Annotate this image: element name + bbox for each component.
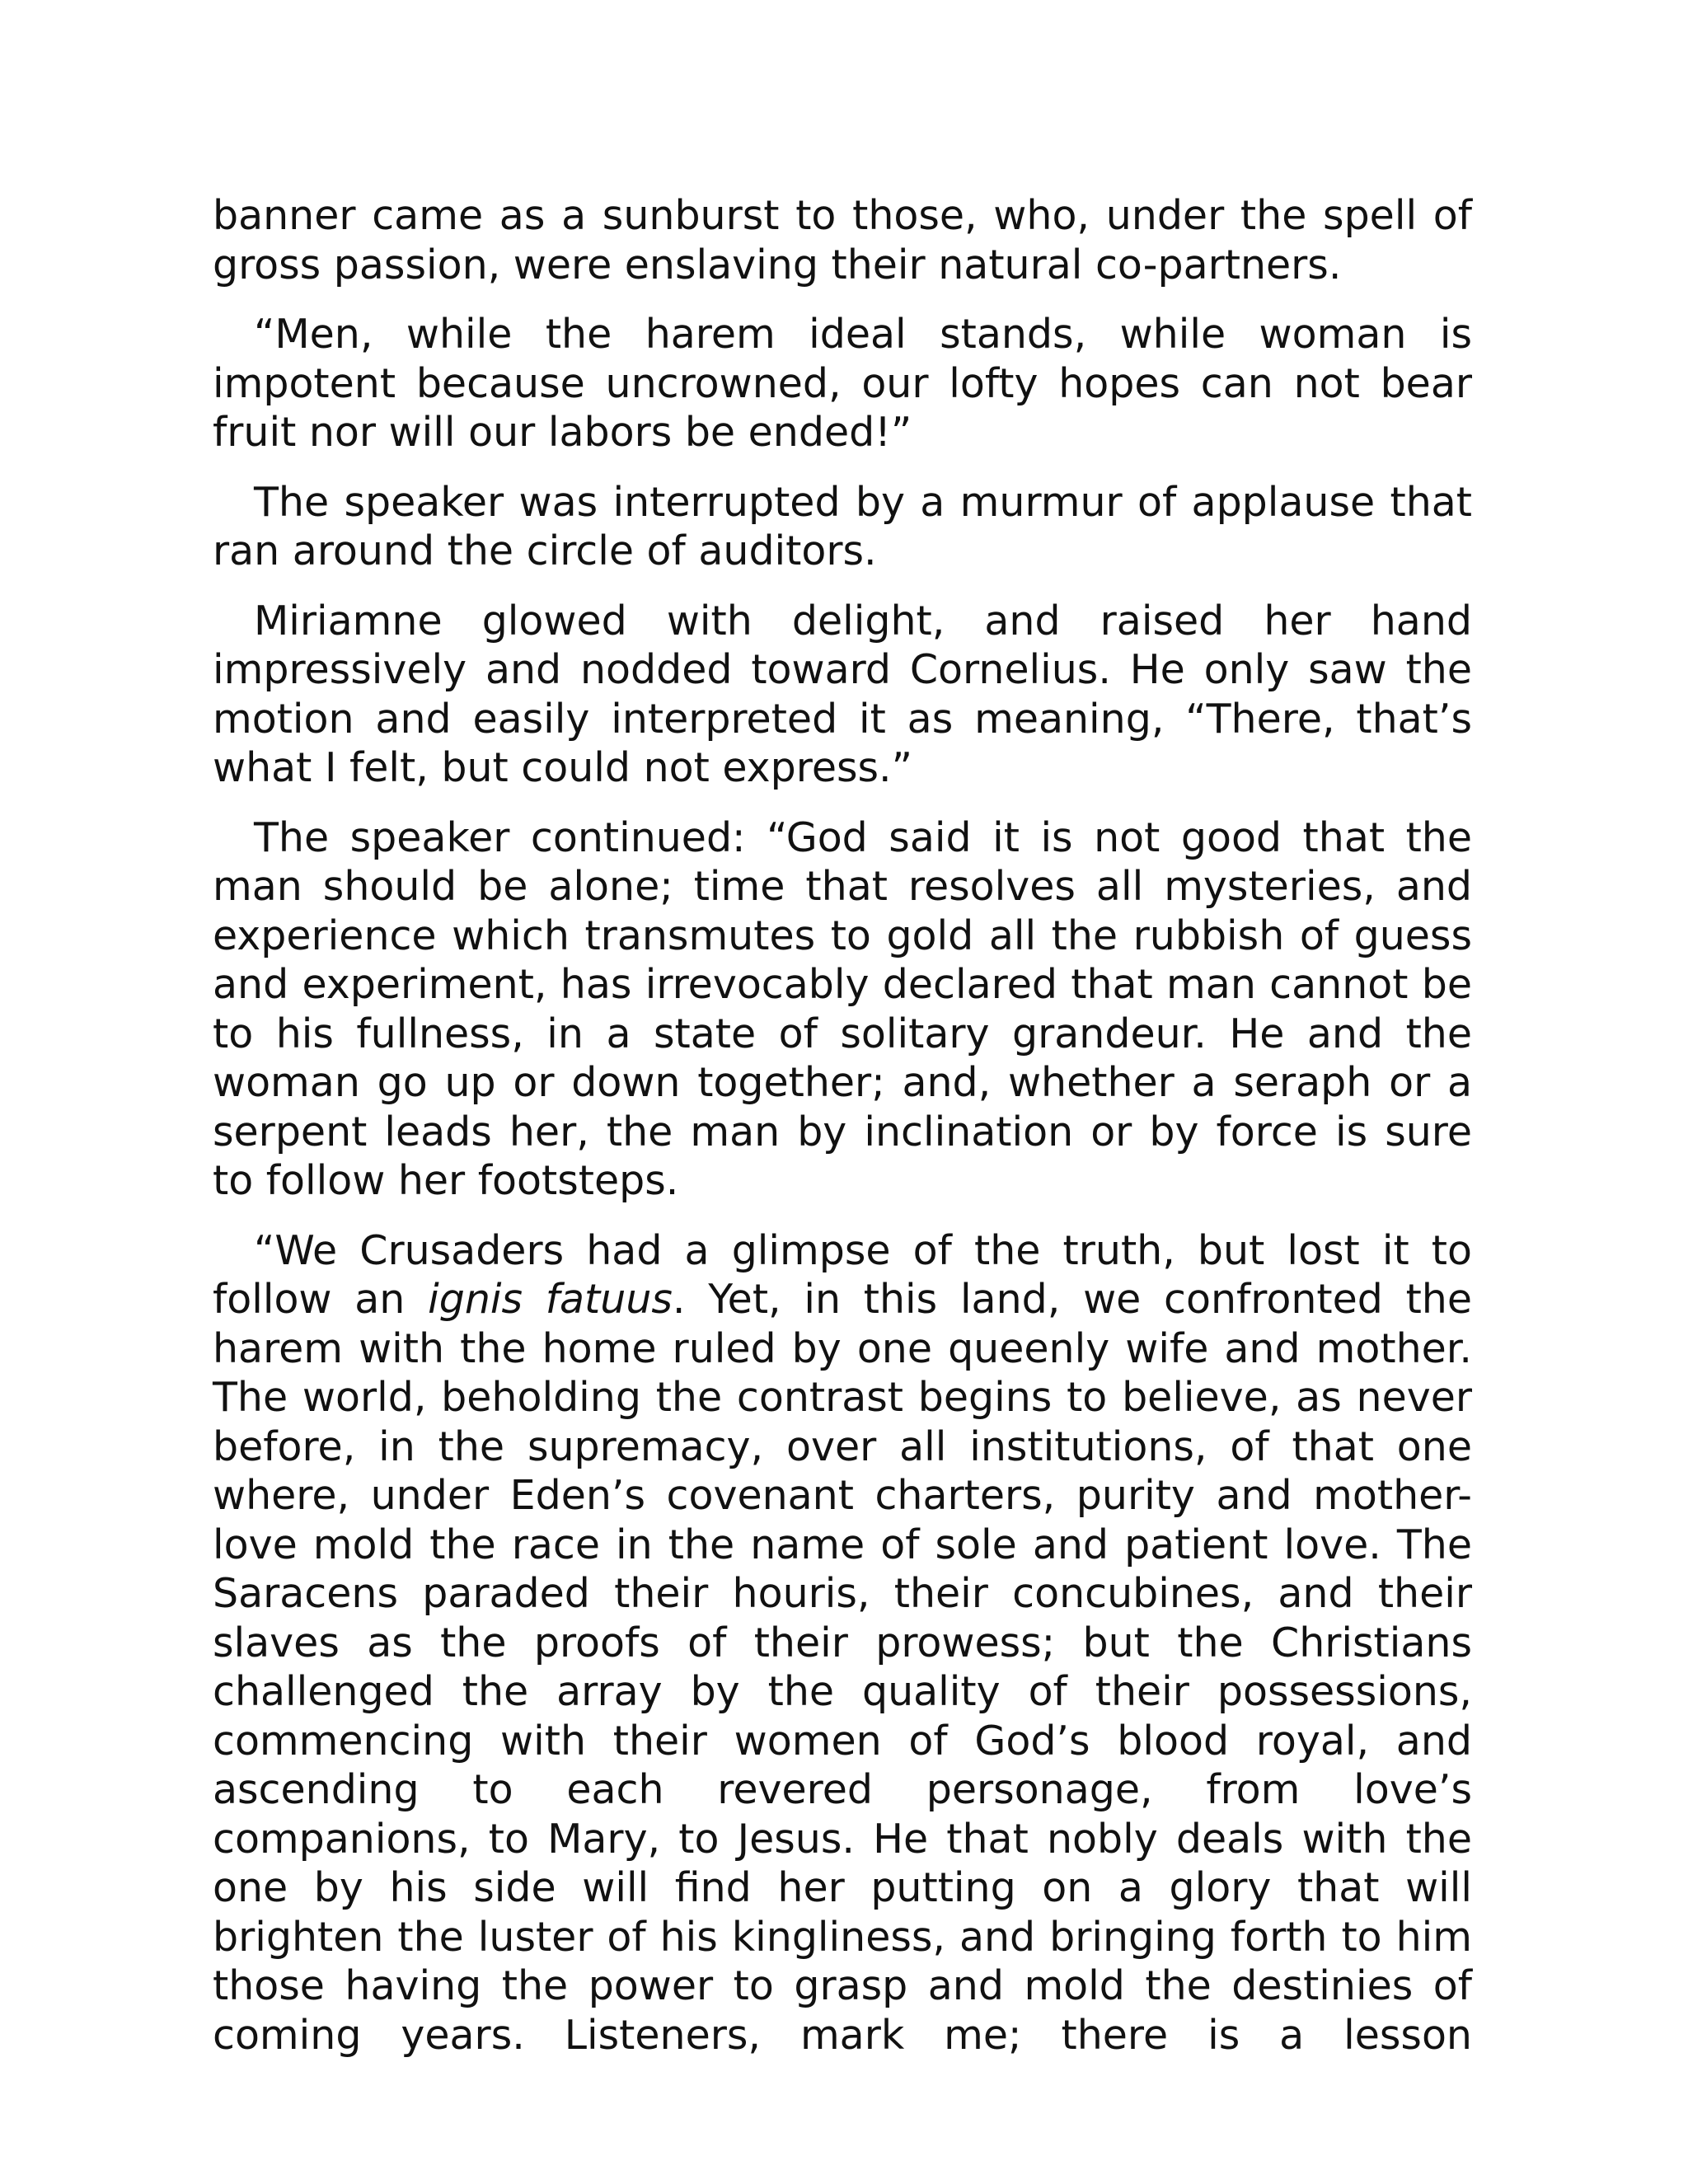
italic-phrase: ignis fatuus bbox=[428, 1276, 673, 1323]
paragraph: banner came as a sunburst to those, who, under the spell of gross passion, were enslaving their natural co-partners. bbox=[213, 192, 1472, 288]
paragraph: The speaker continued: “God said it is not good that the man should be alone; time that resolves all mysteries, and experience which transmutes to gold all the rubbish of guess and experiment, has irrevocably declared that man cannot be to his fullness, in a state of solitary grandeur. He and the woman go up or down together; and, whether a seraph or a serpent leads her, the man by inclination or by force is sure to follow her footsteps. bbox=[213, 813, 1472, 1204]
paragraph: “Men, while the harem ideal stands, while woman is impotent because uncrowned, our lofty hopes can not bear fruit nor will our labors be ended!” bbox=[213, 311, 1472, 456]
paragraph: Miriamne glowed with delight, and raised her hand impressively and nodded toward Cornelius. He only saw the motion and easily interpreted it as meaning, “There, that’s what I felt, but could not express.” bbox=[213, 597, 1472, 791]
document-body bbox=[213, 191, 1472, 2060]
paragraph bbox=[213, 1226, 1472, 2060]
paragraph-text-after: . Yet, in this land, we confronted the harem with the home ruled by one queenly wife and mother. The world, beholding the contrast begins to believe, as never before, in the supremacy, over all institutions, of that one where, under Eden’s covenant charters, purity and mother-love mold the race in the name of sole and patient love. The Saracens paraded their houris, their concubines, and their slaves as the proofs of their prowess; but the Christians challenged the array by the quality of their possessions, commencing with their women of God’s blood royal, and ascending to each revered personage, from love’s companions, to Mary, to Jesus. He that nobly deals with the one by his side will find her putting on a glory that will brighten the luster of his kingliness, and bringing forth to him those having the power to grasp and mold the destinies of coming years. Listeners, mark me; there is a lesson bbox=[213, 1276, 1473, 2059]
paragraph-text-before: “We Crusaders had a glimpse of the truth, but lost it to follow an bbox=[213, 1226, 1472, 1323]
paragraph: The speaker was interrupted by a murmur of applause that ran around the circle of auditors. bbox=[213, 478, 1472, 574]
